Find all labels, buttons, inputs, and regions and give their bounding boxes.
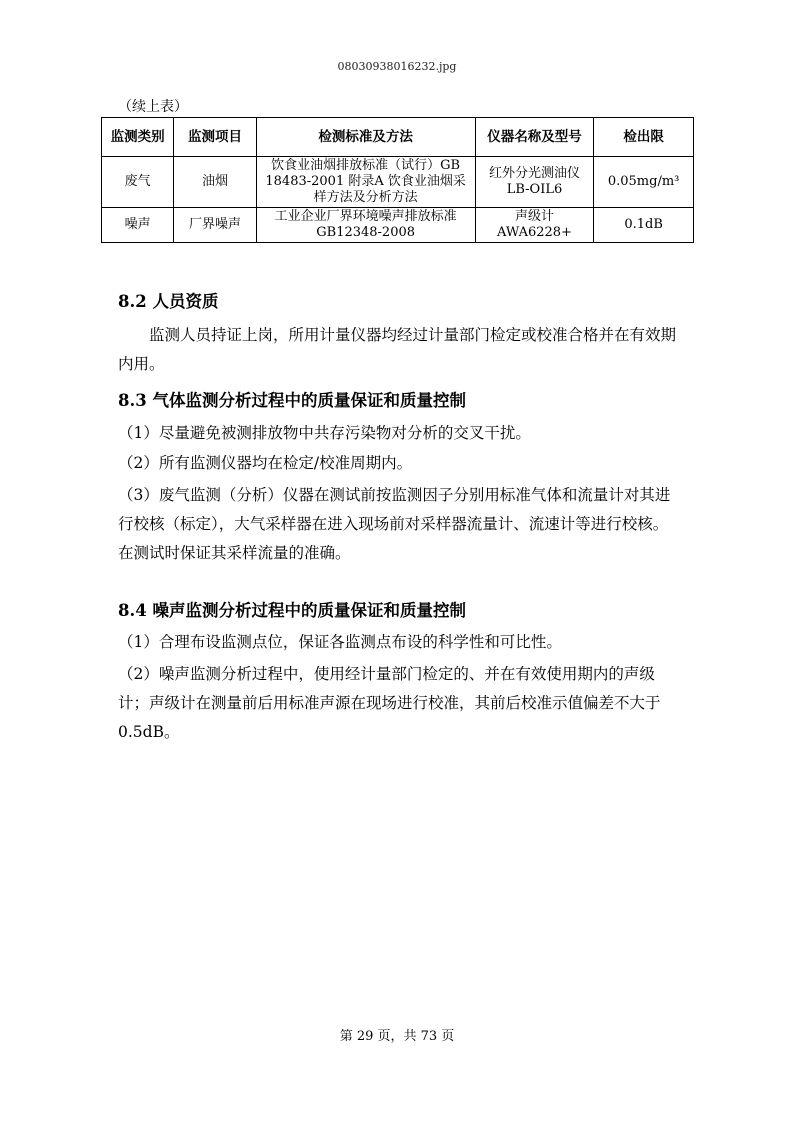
list-item-8-4-2: （2）噪声监测分析过程中，使用经计量部门检定的、并在有效使用期内的声级计；声级计在测量前后用标准声源在现场进行校准，其前后校准示值偏差不大于0.5dB。 (118, 665, 661, 741)
cell-limit: 0.1dB (594, 208, 694, 243)
cell-item: 油烟 (174, 157, 256, 208)
header-standard: 检测标准及方法 (256, 118, 475, 157)
heading-8-2: 8.2 人员资质 (118, 292, 219, 311)
table-header-row (102, 118, 694, 157)
list-item-8-4-1: （1）合理布设监测点位，保证各监测点布设的科学性和可比性。 (118, 633, 562, 651)
cell-standard: 工业企业厂界环境噪声排放标准 GB12348-2008 (256, 208, 475, 243)
cell-instrument: 红外分光测油仪 LB-OIL6 (475, 157, 594, 208)
header-category: 监测类别 (102, 118, 174, 157)
header-item: 监测项目 (174, 118, 256, 157)
cell-instrument: 声级计 AWA6228+ (475, 208, 594, 243)
header-instrument: 仪器名称及型号 (475, 118, 594, 157)
cell-limit: 0.05mg/m³ (594, 157, 694, 208)
cell-category: 噪声 (102, 208, 174, 243)
list-item-8-3-2: （2）所有监测仪器均在检定/校准周期内。 (118, 454, 413, 472)
heading-8-4: 8.4 噪声监测分析过程中的质量保证和质量控制 (118, 601, 466, 620)
cell-standard: 饮食业油烟排放标准（试行）GB 18483-2001 附录A 饮食业油烟采样方法及分析方法 (256, 157, 475, 208)
page-footer: 第 29 页，共 73 页 (339, 1029, 455, 1044)
cell-item: 厂界噪声 (174, 208, 256, 243)
header-limit: 检出限 (594, 118, 694, 157)
table-row (102, 157, 694, 208)
table-row (102, 208, 694, 243)
cell-category: 废气 (102, 157, 174, 208)
paragraph-8-2: 监测人员持证上岗，所用计量仪器均经过计量部门检定或校准合格并在有效期内用。 (118, 326, 677, 373)
monitoring-methods-table (101, 117, 694, 243)
list-item-8-3-1: （1）尽量避免被测排放物中共存污染物对分析的交叉干扰。 (118, 424, 531, 442)
table-continued-label: （续上表） (118, 99, 188, 115)
heading-8-3: 8.3 气体监测分析过程中的质量保证和质量控制 (118, 391, 466, 410)
file-name-caption: 08030938016232.jpg (337, 60, 457, 73)
list-item-8-3-3: （3）废气监测（分析）仪器在测试前按监测因子分别用标准气体和流量计对其进行校核（标定），大气采样器在进入现场前对采样器流量计、流速计等进行校核。在测试时保证其采样流量的准确。 (118, 486, 671, 562)
